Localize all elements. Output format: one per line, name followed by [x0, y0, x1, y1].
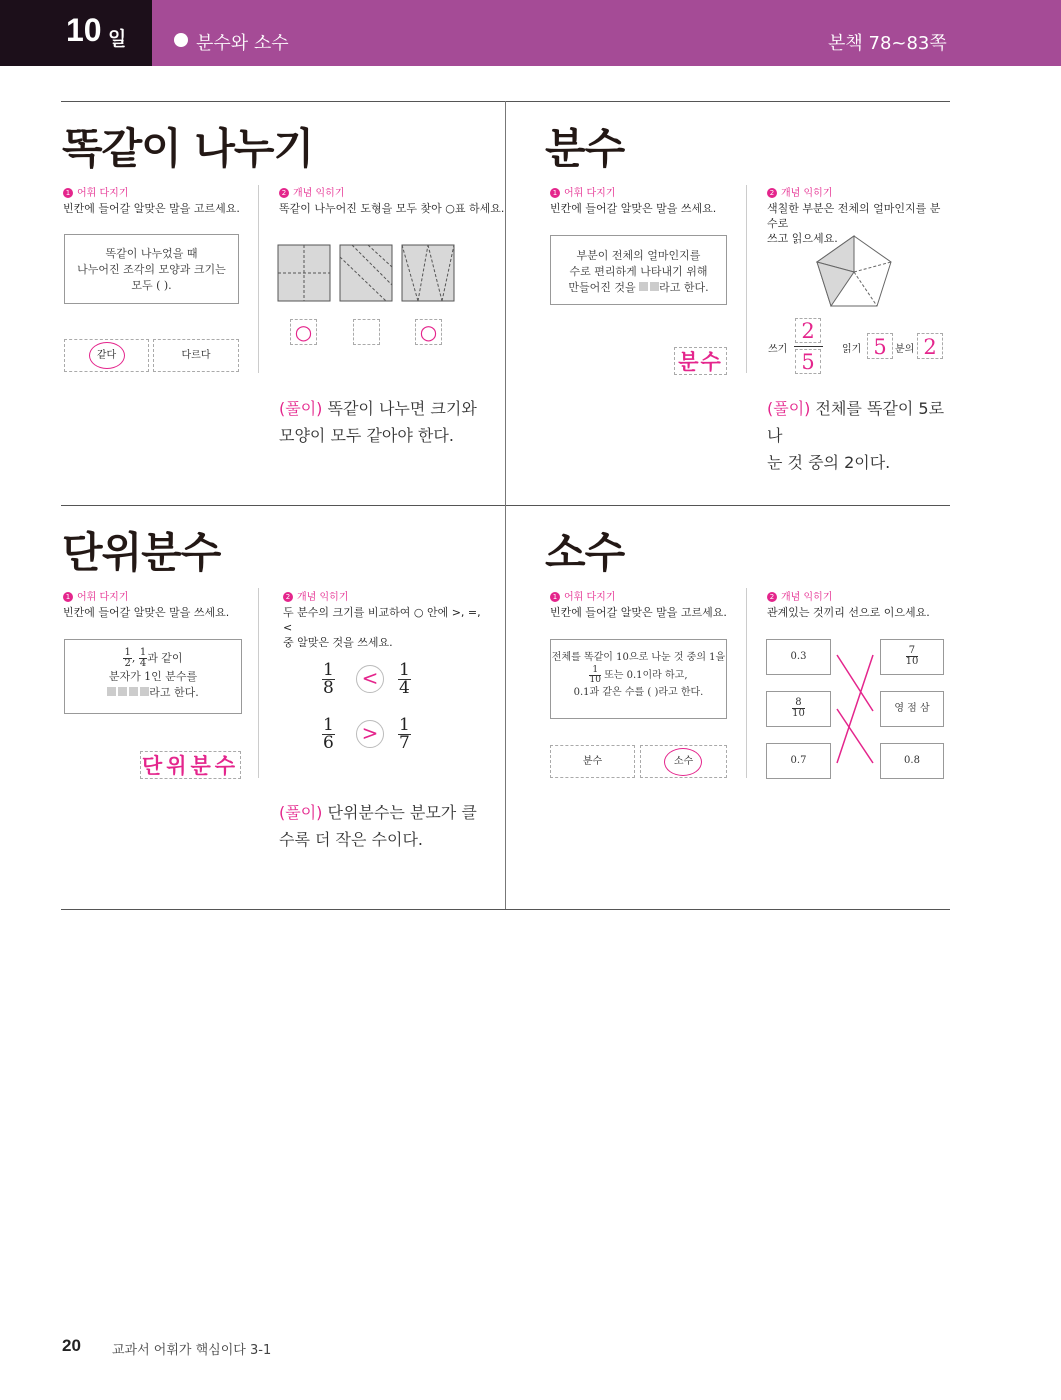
solution-text: (풀이) 똑같이 나누면 크기와 모양이 모두 같아야 한다. — [279, 399, 477, 445]
square-diagonal-parts — [340, 245, 392, 301]
match-line — [837, 655, 873, 763]
write-label: 쓰기 — [768, 344, 788, 355]
concept-step-label: 2 개념 익히기 — [767, 588, 832, 603]
concept-step-label: 2 개념 익히기 — [279, 184, 344, 199]
fraction-right: $\frac{1}{7}$ — [399, 715, 410, 753]
sentence-line: 수로 편리하게 나타내기 위해 — [569, 265, 708, 278]
read-middle-text: 분의 — [895, 344, 915, 355]
vocab-step-label: 1 어휘 다지기 — [63, 184, 128, 199]
concept-instruction: 똑같이 나누어진 도형을 모두 찾아 ○표 하세요. — [279, 202, 505, 215]
match-right-1[interactable] — [880, 639, 944, 675]
fraction-one-half: $\frac{1}{2}$ — [124, 647, 131, 669]
pentagon-figure — [813, 232, 895, 310]
vocab-instruction: 빈칸에 들어갈 알맞은 말을 고르세요. — [63, 202, 240, 215]
sub-divider — [746, 185, 747, 373]
sentence-line: 분자가 1인 분수를 — [108, 670, 198, 683]
match-right-2[interactable]: 영 점 삼 — [880, 691, 944, 727]
square-triangle-parts — [402, 245, 454, 301]
concept-step-label: 2 개념 익히기 — [767, 184, 832, 199]
sentence-line: 모두 ( ). — [131, 279, 172, 292]
concept-instruction: 관계있는 것끼리 선으로 이으세요. — [767, 606, 930, 619]
choice-different[interactable]: 다르다 — [153, 339, 239, 372]
vocab-sentence-box — [550, 235, 727, 305]
fraction-left: $\frac{1}{6}$ — [323, 715, 334, 753]
mark-box-2[interactable] — [353, 319, 380, 345]
sentence-line: 0.1과 같은 수를 ( )라고 한다. — [573, 687, 704, 698]
sentence-line: 부분이 전체의 얼마인지를 — [576, 249, 701, 262]
sub-divider — [746, 588, 747, 778]
sentence-line: 전체를 똑같이 10으로 나눈 것 중의 1을 — [551, 652, 726, 663]
match-left-3[interactable]: 0.7 — [766, 743, 831, 779]
read-label: 읽기 — [842, 344, 862, 355]
circle-mark-icon — [89, 342, 125, 369]
bullet-icon — [174, 33, 188, 47]
choice-decimal[interactable]: 소수 — [640, 745, 727, 778]
choice-fraction[interactable]: 분수 — [550, 745, 635, 778]
divided-shapes-figure — [276, 243, 456, 303]
concept-instruction: 두 분수의 크기를 비교하여 ○ 안에 >, =, < 중 알맞은 것을 쓰세요. — [283, 606, 481, 649]
match-left-1[interactable]: 0.3 — [766, 639, 831, 675]
compare-row-1-right — [398, 662, 411, 697]
denominator-answer[interactable]: 5 — [795, 349, 821, 374]
square-four-parts — [278, 245, 330, 301]
section-title-decimal: 소수 — [545, 528, 625, 577]
day-number: 10 — [66, 12, 102, 48]
compare-row-2-right — [398, 717, 411, 752]
section-title-fraction: 분수 — [545, 124, 625, 173]
page-reference: 본책 78~83쪽 — [828, 33, 947, 54]
vocab-step-label: 1 어휘 다지기 — [63, 588, 128, 603]
section-title-equal-parts: 똑같이 나누기 — [62, 124, 314, 173]
answer-fraction[interactable]: 분수 — [674, 347, 727, 375]
fraction-right: $\frac{1}{4}$ — [399, 660, 410, 698]
section-title-unit-fraction: 단위분수 — [62, 528, 221, 577]
circle-mark-icon — [664, 748, 702, 776]
matching-lines — [831, 639, 880, 779]
sentence-line: $\frac{1}{10}$ 또는 0.1이라 하고, — [589, 665, 688, 685]
center-divider — [505, 101, 506, 909]
match-line — [837, 709, 873, 763]
sub-divider — [258, 185, 259, 373]
compare-circle-1[interactable]: < — [356, 665, 384, 693]
vocab-instruction: 빈칸에 들어갈 알맞은 말을 쓰세요. — [550, 202, 717, 215]
vocab-sentence-box — [550, 639, 727, 719]
vocab-sentence-box — [64, 234, 239, 304]
fraction-seven-tenths: $\frac{7}{10}$ — [905, 645, 919, 667]
bottom-divider — [61, 909, 950, 910]
concept-step-label: 2 개념 익히기 — [283, 588, 348, 603]
sentence-line: 라고 한다. — [65, 685, 241, 701]
read-answer-numerator[interactable]: 2 — [917, 333, 943, 359]
vocab-instruction: 빈칸에 들어갈 알맞은 말을 쓰세요. — [63, 606, 230, 619]
fraction-left: $\frac{1}{8}$ — [323, 660, 334, 698]
choice-same[interactable]: 같다 — [64, 339, 149, 372]
fraction-one-quarter: $\frac{1}{4}$ — [139, 647, 147, 669]
compare-row-2 — [322, 717, 335, 752]
answer-unit-fraction[interactable]: 단위분수 — [140, 751, 241, 779]
vocab-step-label: 1 어휘 다지기 — [550, 184, 615, 199]
compare-row-1 — [322, 662, 335, 697]
compare-circle-2[interactable]: > — [356, 720, 384, 748]
day-word: 일 — [108, 28, 127, 50]
fraction-eight-tenths: $\frac{8}{10}$ — [792, 697, 805, 719]
solution-text: (풀이) 단위분수는 분모가 클 수록 더 작은 수이다. — [279, 803, 477, 849]
sentence-line: $\frac{1}{2}$ , $\frac{1}{4}$ 과 같이 — [124, 647, 183, 669]
mark-box-3[interactable]: ○ — [415, 319, 442, 345]
topic-title: 분수와 소수 — [196, 33, 289, 54]
page-number: 20 — [62, 1336, 81, 1355]
mark-box-1[interactable]: ○ — [290, 319, 317, 345]
sentence-line: 나누어진 조각의 모양과 크기는 — [77, 263, 226, 276]
match-left-2[interactable] — [766, 691, 831, 727]
fraction-one-tenth: $\frac{1}{10}$ — [589, 665, 601, 685]
vocab-step-label: 1 어휘 다지기 — [550, 588, 615, 603]
read-answer-denominator[interactable]: 5 — [867, 333, 893, 359]
match-right-3[interactable]: 0.8 — [880, 743, 944, 779]
sub-divider — [258, 588, 259, 778]
solution-text: (풀이) 전체를 똑같이 5로 나 눈 것 중의 2이다. — [767, 399, 945, 472]
match-line — [837, 655, 873, 711]
fraction-bar — [794, 346, 823, 347]
vocab-sentence-box — [64, 639, 242, 714]
numerator-answer[interactable]: 2 — [795, 318, 821, 343]
sentence-line: 만들어진 것을 라고 한다. — [568, 281, 709, 294]
book-title: 교과서 어휘가 핵심이다 3-1 — [112, 1343, 272, 1358]
sentence-line: 똑같이 나누었을 때 — [105, 247, 198, 260]
concept-instruction: 색칠한 부분은 전체의 얼마인지를 분수로 쓰고 읽으세요. — [767, 202, 941, 245]
vocab-instruction: 빈칸에 들어갈 알맞은 말을 고르세요. — [550, 606, 727, 619]
